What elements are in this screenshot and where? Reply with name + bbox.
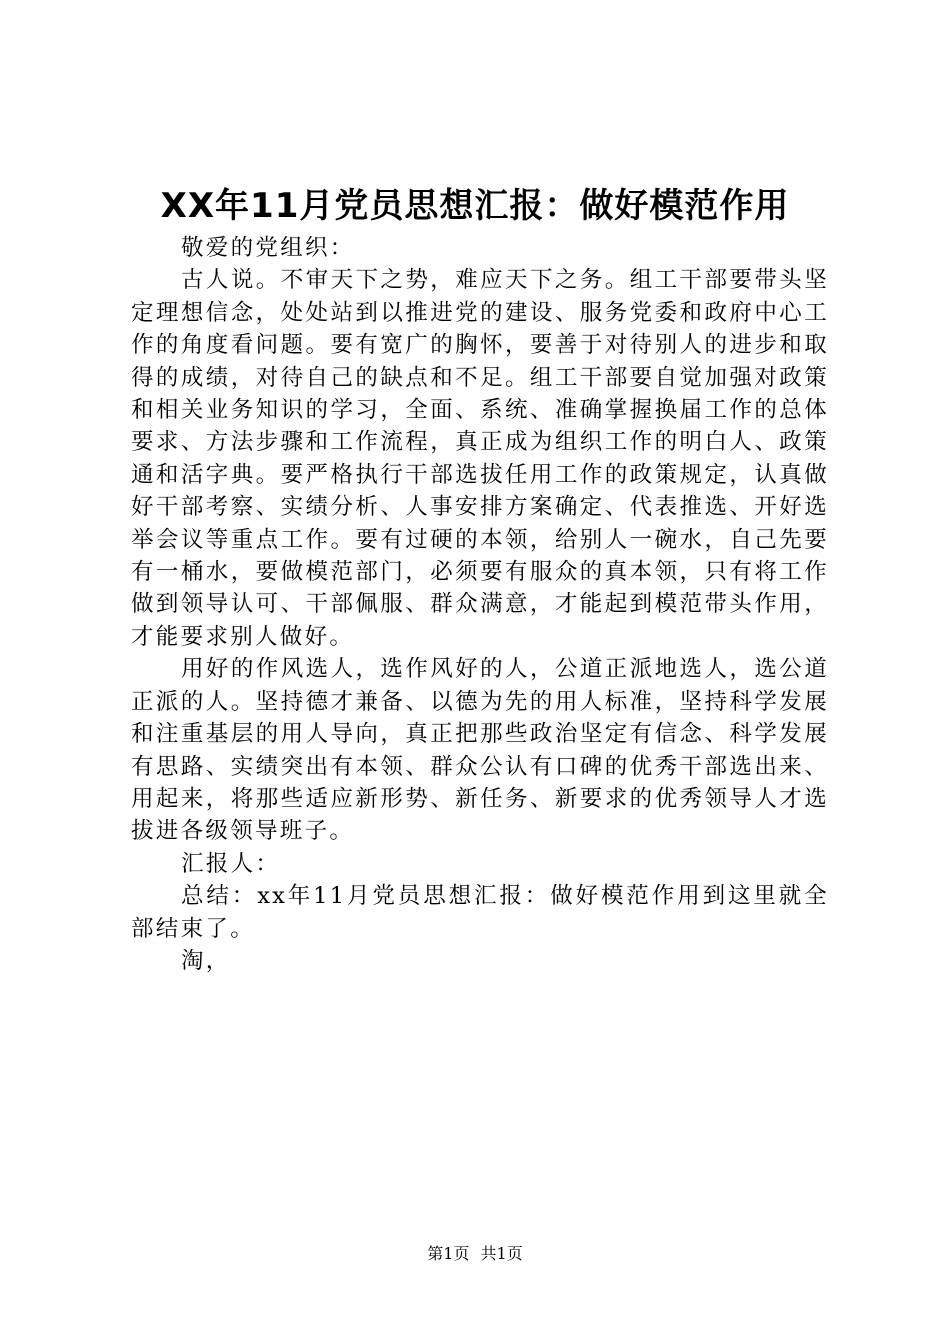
reporter-line: 汇报人： [181,850,281,877]
salutation: 敬爱的党组织： [181,235,355,261]
page-total: 共1页 [480,1244,523,1263]
page-number: 第1页 [427,1244,470,1263]
document-body [131,232,829,977]
page-footer [0,1242,950,1266]
body-paragraph: 古人说。不审天下之势，难应天下之务。组工干部要带头坚定理想信念，处处站到以推进党的建设、服务党委和政府中心工作的角度看问题。要有宽广的胸怀，要善于对待别人的进步和取得的成绩，对待自己的缺点和不足。组工干部要自觉加强对政策和相关业务知识的学习，全面、系统、准确掌握换届工作的总体要求、方法步骤和工作流程，真正成为组织工作的明白人、政策通和活字典。要严格执行干部选拔任用工作的政策规定，认真做好干部考察、实绩分析、人事安排方案确定、代表推选、开好选举会议等重点工作。要有过硬的本领，给别人一碗水，自己先要有一桶水，要做模范部门，必须要有服众的真本领，只有将工作做到领导认可、干部佩服、群众满意，才能起到模范带头作用，才能要求别人做好。 [131,267,829,650]
body-paragraph: 用好的作风选人，选作风好的人，公道正派地选人，选公道正派的人。坚持德才兼备、以德为先的用人标准，坚持科学发展和注重基层的用人导向，真正把那些政治坚定有信念、科学发展有思路、实绩突出有本领、群众公认有口碑的优秀干部选出来、用起来，将那些适应新形势、新任务、新要求的优秀领导人才选拔进各级领导班子。 [131,656,829,845]
document-title: XX年11月党员思想汇报：做好模范作用 [160,186,790,226]
trailing-line: 淘， [181,947,231,974]
summary-paragraph: 总结：xx年11月党员思想汇报：做好模范作用到这里就全部结束了。 [131,883,829,942]
